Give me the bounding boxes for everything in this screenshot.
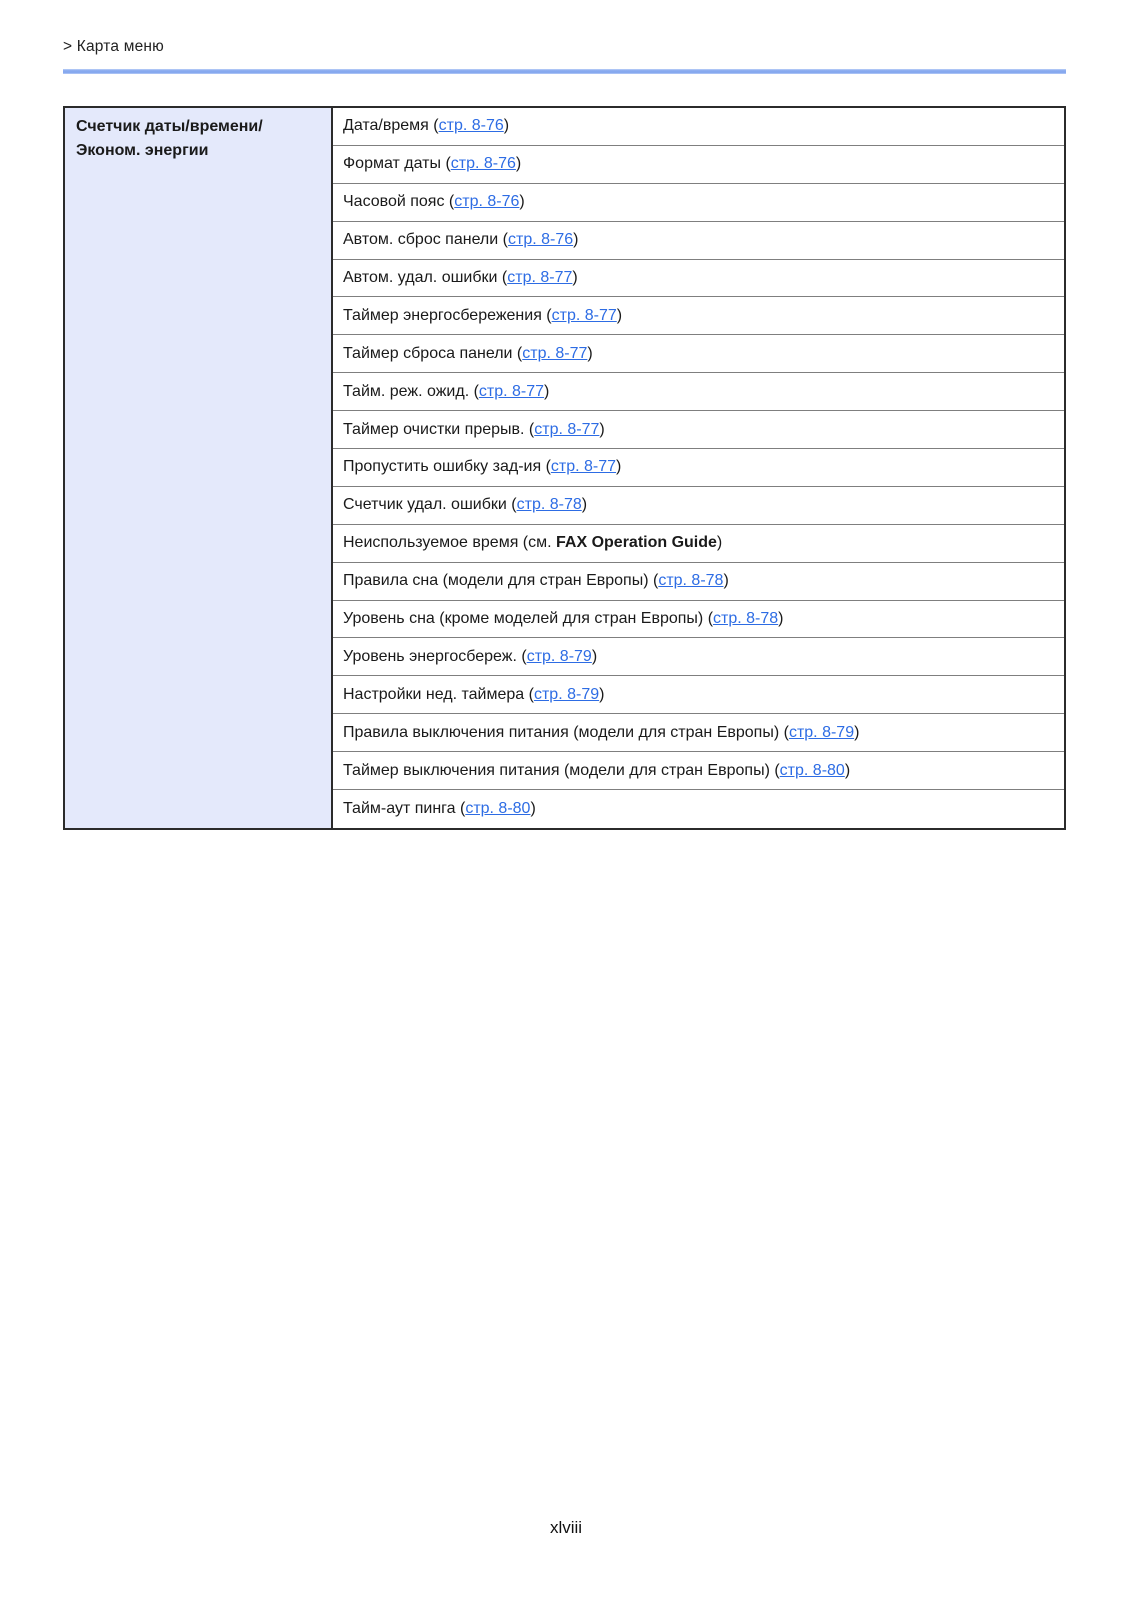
table-row [333,373,1064,411]
page-link[interactable]: стр. 8-77 [507,269,573,286]
row-post: ) [716,534,723,552]
row-pre: Тайм. реж. ожид. ( [343,382,479,400]
table-row [333,487,1064,525]
row-post: ) [519,193,525,211]
page-link[interactable]: стр. 8-79 [788,723,855,741]
row-post: ) [581,496,588,514]
page-number: xlviii [549,1518,583,1537]
table-row [333,449,1064,487]
page-link[interactable]: стр. 8-77 [478,382,545,400]
row-post: ) [572,269,578,286]
table-row [333,222,1064,260]
table-row [333,714,1064,752]
page-link[interactable]: стр. 8-79 [533,685,600,703]
row-post: ) [530,799,536,817]
row-header-line2: Эконом. энергии [76,142,209,159]
table-rows [333,108,1064,828]
row-post: ) [723,572,729,590]
breadcrumb: > Карта меню [63,38,165,55]
header-rule [63,69,1066,74]
row-post: ) [599,685,605,703]
row-post: ) [544,382,550,400]
table-row [333,790,1064,828]
table-row [333,108,1064,146]
row-pre: Таймер энергосбережения ( [343,306,552,324]
row-post: ) [599,420,605,438]
row-pre: Счетчик удал. ошибки ( [343,496,517,514]
table-row [333,260,1064,298]
row-post: ) [587,344,593,362]
row-pre: Часовой пояс ( [343,193,455,211]
page-link[interactable]: стр. 8-77 [550,458,617,476]
page-link[interactable]: стр. 8-78 [713,610,779,628]
row-post: ) [616,458,622,476]
row-post: ) [778,610,784,628]
row-pre: Дата/время ( [343,117,439,135]
page-link[interactable]: стр. 8-76 [438,117,504,135]
row-pre: Правила выключения питания (модели для стран Европы) ( [343,723,789,741]
table-row [333,752,1064,790]
page-link[interactable]: стр. 8-79 [526,647,592,665]
row-pre: Формат даты ( [343,155,451,173]
table-row [333,601,1064,639]
row-header-cell [65,108,333,828]
menu-map-table [63,106,1066,830]
page-link[interactable]: стр. 8-76 [454,193,520,211]
row-pre: Неиспользуемое время (см. [343,534,557,552]
row-post: ) [515,155,522,173]
table-row [333,297,1064,335]
page-link[interactable]: стр. 8-77 [522,344,588,362]
row-pre: Таймер выключения питания (модели для стран Европы) ( [343,761,780,779]
row-header-line1: Счетчик даты/времени/ [76,118,263,135]
row-bold: FAX Operation Guide [556,534,717,552]
row-pre: Правила сна (модели для стран Европы) ( [343,572,659,590]
page-link[interactable]: стр. 8-77 [534,420,600,438]
row-pre: Автом. сброс панели ( [343,231,508,249]
row-post: ) [854,723,860,741]
row-post: ) [844,761,851,779]
row-pre: Тайм-аут пинга ( [343,799,466,817]
row-post: ) [616,306,623,324]
page-link[interactable]: стр. 8-80 [779,761,845,779]
row-post: ) [591,647,598,665]
row-pre: Уровень энергосбереж. ( [343,647,527,665]
table-row [333,184,1064,222]
page-link[interactable]: стр. 8-78 [658,572,724,590]
page-link[interactable]: стр. 8-80 [465,799,531,817]
table-row [333,146,1064,184]
row-post: ) [503,117,510,135]
table-row [333,638,1064,676]
page-link[interactable]: стр. 8-78 [516,496,582,514]
table-row [333,335,1064,373]
row-pre: Таймер очистки прерыв. ( [343,420,535,438]
row-pre: Автом. удал. ошибки ( [343,269,508,286]
table-row [333,411,1064,449]
table-row [333,676,1064,714]
row-pre: Настройки нед. таймера ( [343,685,534,703]
table-row [333,563,1064,601]
page-link[interactable]: стр. 8-77 [551,306,617,324]
row-post: ) [573,231,579,249]
row-pre: Таймер сброса панели ( [343,344,523,362]
page-link[interactable]: стр. 8-76 [507,231,574,249]
table-row [333,525,1064,563]
row-pre: Пропустить ошибку зад-ия ( [343,458,551,476]
row-pre: Уровень сна (кроме моделей для стран Европы) ( [343,610,714,628]
page-link[interactable]: стр. 8-76 [450,155,516,173]
